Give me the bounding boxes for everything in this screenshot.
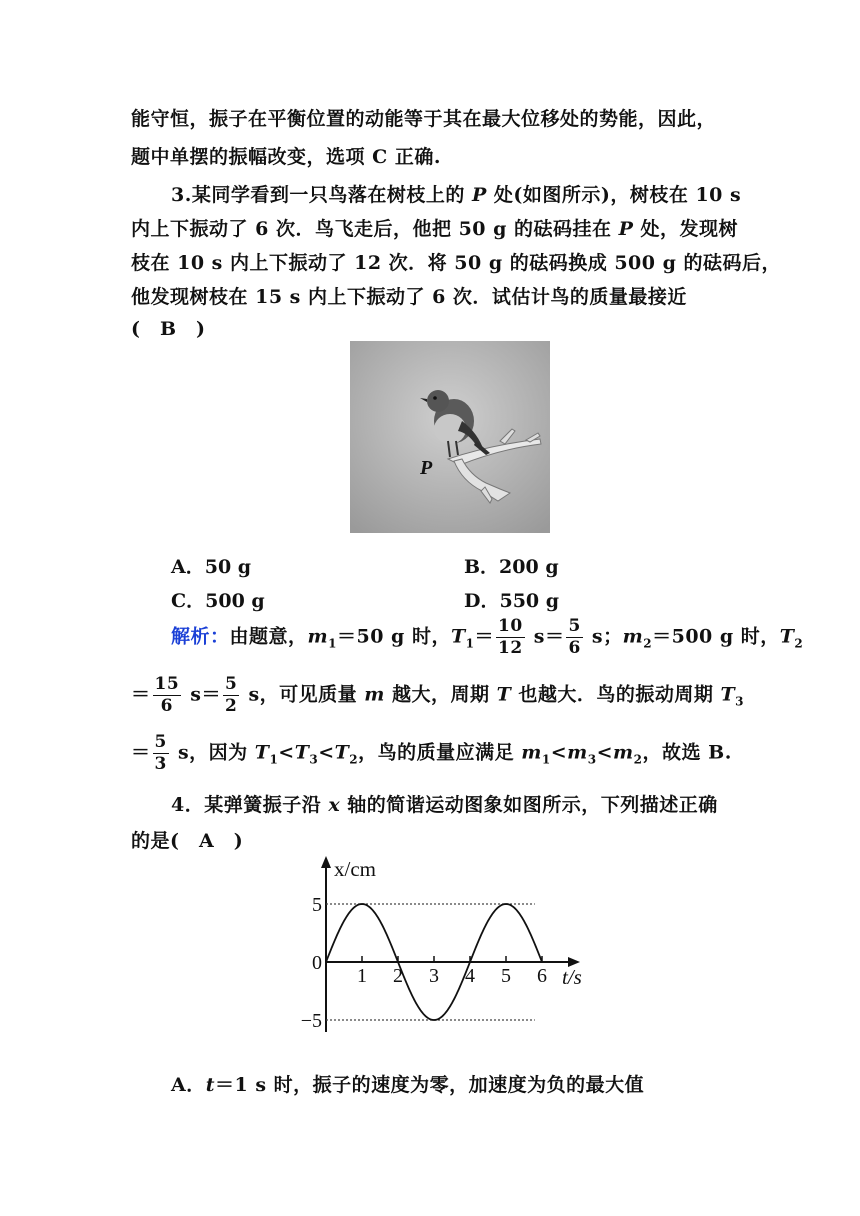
question-3-line: 他发现树枝在 15 s 内上下振动了 6 次．试估计鸟的质量最接近 <box>131 286 687 308</box>
photo-label-p: P <box>420 457 433 479</box>
question-3-line: 3.某同学看到一只鸟落在树枝上的 P 处(如图所示)，树枝在 10 s <box>171 184 742 206</box>
option-a: A．50 g <box>171 556 252 578</box>
x-tick-label: 1 <box>357 965 367 987</box>
bird-on-branch-photo <box>350 341 550 533</box>
fraction: $\frac{5}{2}$ <box>225 674 238 716</box>
fraction: $\frac{5}{3}$ <box>154 732 167 774</box>
question-4-option-a: A．t＝1 s 时，振子的速度为零，加速度为负的最大值 <box>171 1074 645 1096</box>
x-tick-label: 6 <box>537 965 547 987</box>
y-axis-arrow <box>321 856 331 868</box>
question-3-line: 枝在 10 s 内上下振动了 12 次．将 50 g 的砝码换成 500 g 的砝码后， <box>131 252 782 274</box>
text-line: 题中单摆的振幅改变，选项 C 正确. <box>131 146 441 168</box>
fraction: $\frac{15}{6}$ <box>154 674 180 716</box>
y-tick-label: 0 <box>312 952 322 974</box>
x-tick-label: 4 <box>465 965 475 987</box>
y-axis-label: x/cm <box>334 857 376 881</box>
y-tick-label: −5 <box>300 1010 322 1032</box>
question-3-line: 内上下振动了 6 次．鸟飞走后，他把 50 g 的砝码挂在 P 处，发现树 <box>131 218 739 240</box>
y-tick-label: 5 <box>312 894 322 916</box>
question-3-answer: ( B ) <box>131 318 206 340</box>
fraction: $\frac{10}{12}$ <box>497 616 523 658</box>
option-b: B．200 g <box>464 556 559 578</box>
solution-line-1: 解析：由题意，$m_1=50$ g 时，$T_1=$ $\frac{10}{12}$ s＝ $\frac{5}{6}$ s；$m_2=500$ g 时，$T_2$ <box>171 616 804 658</box>
option-c: C．500 g <box>171 590 265 612</box>
solution-line-3: ＝ $\frac{5}{3}$ s，因为 $T_1<T_3<T_2$，鸟的质量应满足 $m_1<m_3<m_2$，故选 B. <box>131 732 732 774</box>
text-line: 能守恒，振子在平衡位置的动能等于其在最大位移处的势能，因此， <box>131 108 717 130</box>
solution-label: 解析： <box>171 625 230 648</box>
option-d: D．550 g <box>464 590 560 612</box>
question-4-line: 4．某弹簧振子沿 x 轴的简谐运动图象如图所示，下列描述正确 <box>171 794 718 816</box>
fraction: $\frac{5}{6}$ <box>568 616 581 658</box>
x-tick-label: 5 <box>501 965 511 987</box>
x-tick-label: 2 <box>393 965 403 987</box>
question-4-line: 的是( A ) <box>131 830 244 852</box>
solution-line-2: ＝ $\frac{15}{6}$ s＝ $\frac{5}{2}$ s，可见质量 m 越大，周期 T 也越大．鸟的振动周期 $T_3$ <box>131 674 744 716</box>
x-axis-label: t/s <box>562 965 582 989</box>
shm-graph <box>290 852 590 1042</box>
x-tick-label: 3 <box>429 965 439 987</box>
